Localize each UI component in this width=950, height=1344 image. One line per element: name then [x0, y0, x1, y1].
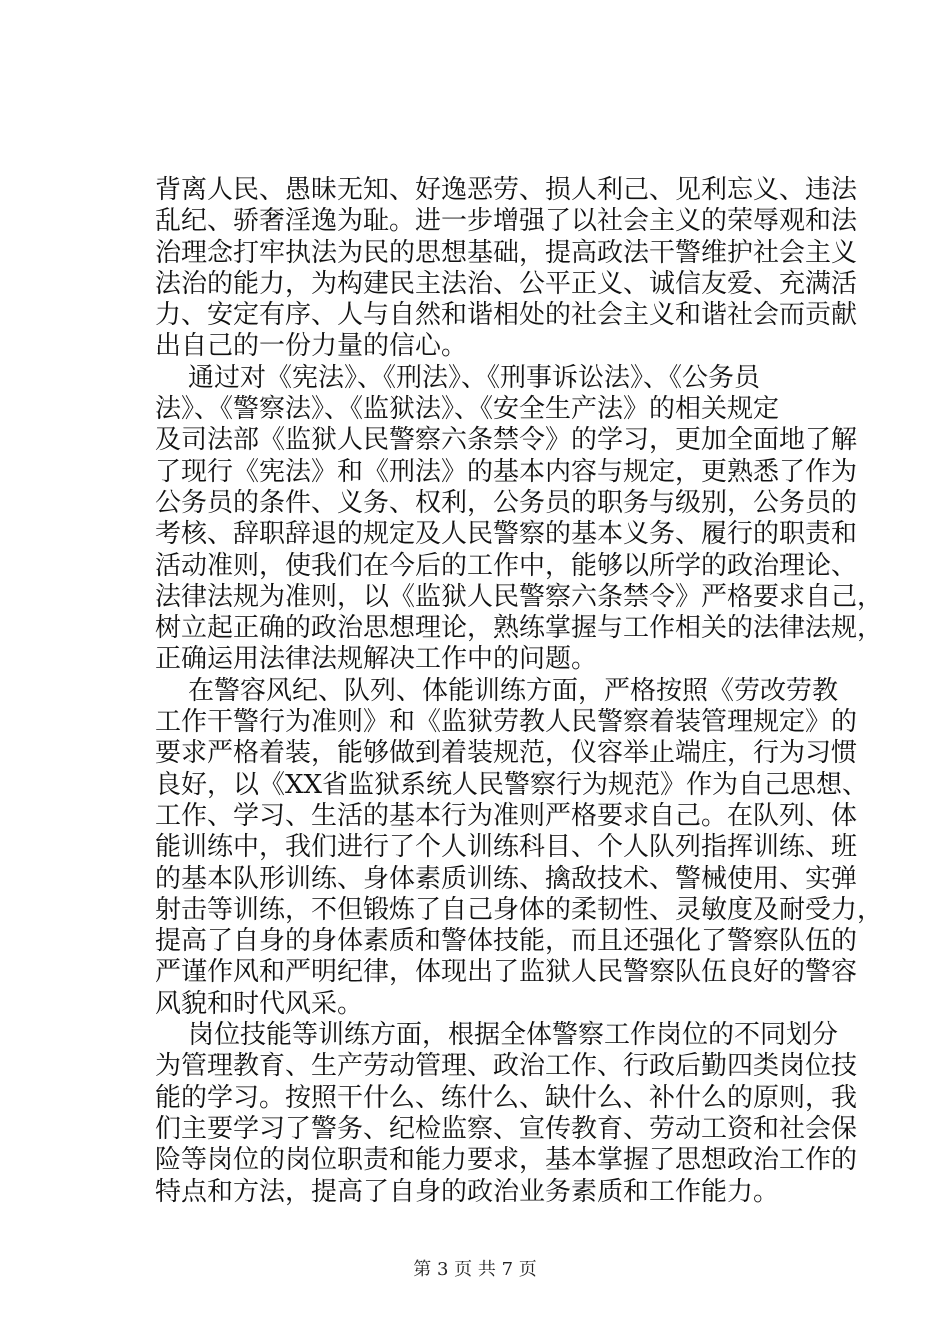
text-line: 背离人民、愚昧无知、好逸恶劳、损人利己、见利忘义、违法 [155, 175, 858, 205]
text-line: 为管理教育、生产劳动管理、政治工作、行政后勤四类岗位技 [155, 1051, 858, 1082]
paragraph [155, 362, 884, 676]
text-line: 工作干警行为准则》和《监狱劳教人民警察着装管理规定》的 [155, 707, 858, 738]
text-line: 了现行《宪法》和《刑法》的基本内容与规定，更熟悉了作为 [155, 456, 858, 487]
text-line: 正确运用法律法规解决工作中的问题。 [155, 644, 598, 675]
text-line: 险等岗位的岗位职责和能力要求，基本掌握了思想政治工作的 [155, 1145, 858, 1176]
text-line: 公务员的条件、义务、权利，公务员的职务与级别，公务员的 [155, 487, 858, 518]
text-line: 树立起正确的政治思想理论，熟练掌握与工作相关的法律法规， [155, 613, 884, 644]
text-line: 在警容风纪、队列、体能训练方面，严格按照《劳改劳教 [155, 675, 839, 706]
text-line: 法》、《警察法》、《监狱法》、《安全生产法》的相关规定 [155, 394, 780, 425]
text-line: 特点和方法，提高了自身的政治业务素质和工作能力。 [155, 1176, 780, 1207]
text-line: 提高了自身的身体素质和警体技能，而且还强化了警察队伍的 [155, 926, 858, 957]
text-line: 良好，以《XX省监狱系统人民警察行为规范》作为自己思想、 [155, 769, 869, 800]
text-line: 风貌和时代风采。 [155, 988, 364, 1019]
document-body [155, 175, 884, 1208]
text-line: 力、安定有序、人与自然和谐相处的社会主义和谐社会而贡献 [155, 300, 858, 331]
paragraph [155, 675, 884, 1020]
text-line: 法治的能力，为构建民主法治、公平正义、诚信友爱、充满活 [155, 268, 858, 299]
text-line: 及司法部《监狱人民警察六条禁令》的学习，更加全面地了解 [155, 425, 858, 456]
text-line: 能训练中，我们进行了个人训练科目、个人队列指挥训练、班 [155, 832, 858, 863]
paragraph [155, 1020, 858, 1208]
text-line: 要求严格着装，能够做到着装规范，仪容举止端庄，行为习惯 [155, 738, 858, 769]
text-line: 的基本队形训练、身体素质训练、擒敌技术、警械使用、实弹 [155, 863, 858, 894]
page-number-footer: 第 3 页 共 7 页 [413, 1259, 537, 1280]
paragraph [155, 175, 858, 363]
text-line: 考核、辞职辞退的规定及人民警察的基本义务、履行的职责和 [155, 519, 858, 550]
text-line: 活动准则，使我们在今后的工作中，能够以所学的政治理论、 [155, 550, 858, 581]
text-line: 出自己的一份力量的信心。 [155, 331, 468, 362]
text-line: 工作、学习、生活的基本行为准则严格要求自己。在队列、体 [155, 800, 858, 831]
text-line: 射击等训练，不但锻炼了自己身体的柔韧性、灵敏度及耐受力， [155, 894, 884, 925]
text-line: 治理念打牢执法为民的思想基础，提高政法干警维护社会主义 [155, 237, 858, 268]
text-line: 岗位技能等训练方面，根据全体警察工作岗位的不同划分 [155, 1020, 839, 1051]
text-line: 乱纪、骄奢淫逸为耻。进一步增强了以社会主义的荣辱观和法 [155, 206, 858, 237]
text-line: 通过对《宪法》、《刑法》、《刑事诉讼法》、《公务员 [155, 362, 761, 393]
text-line: 能的学习。按照干什么、练什么、缺什么、补什么的原则，我 [155, 1082, 858, 1113]
text-line: 严谨作风和严明纪律，体现出了监狱人民警察队伍良好的警容 [155, 957, 858, 988]
text-line: 们主要学习了警务、纪检监察、宣传教育、劳动工资和社会保 [155, 1113, 858, 1144]
text-line: 法律法规为准则，以《监狱人民警察六条禁令》严格要求自己， [155, 581, 884, 612]
